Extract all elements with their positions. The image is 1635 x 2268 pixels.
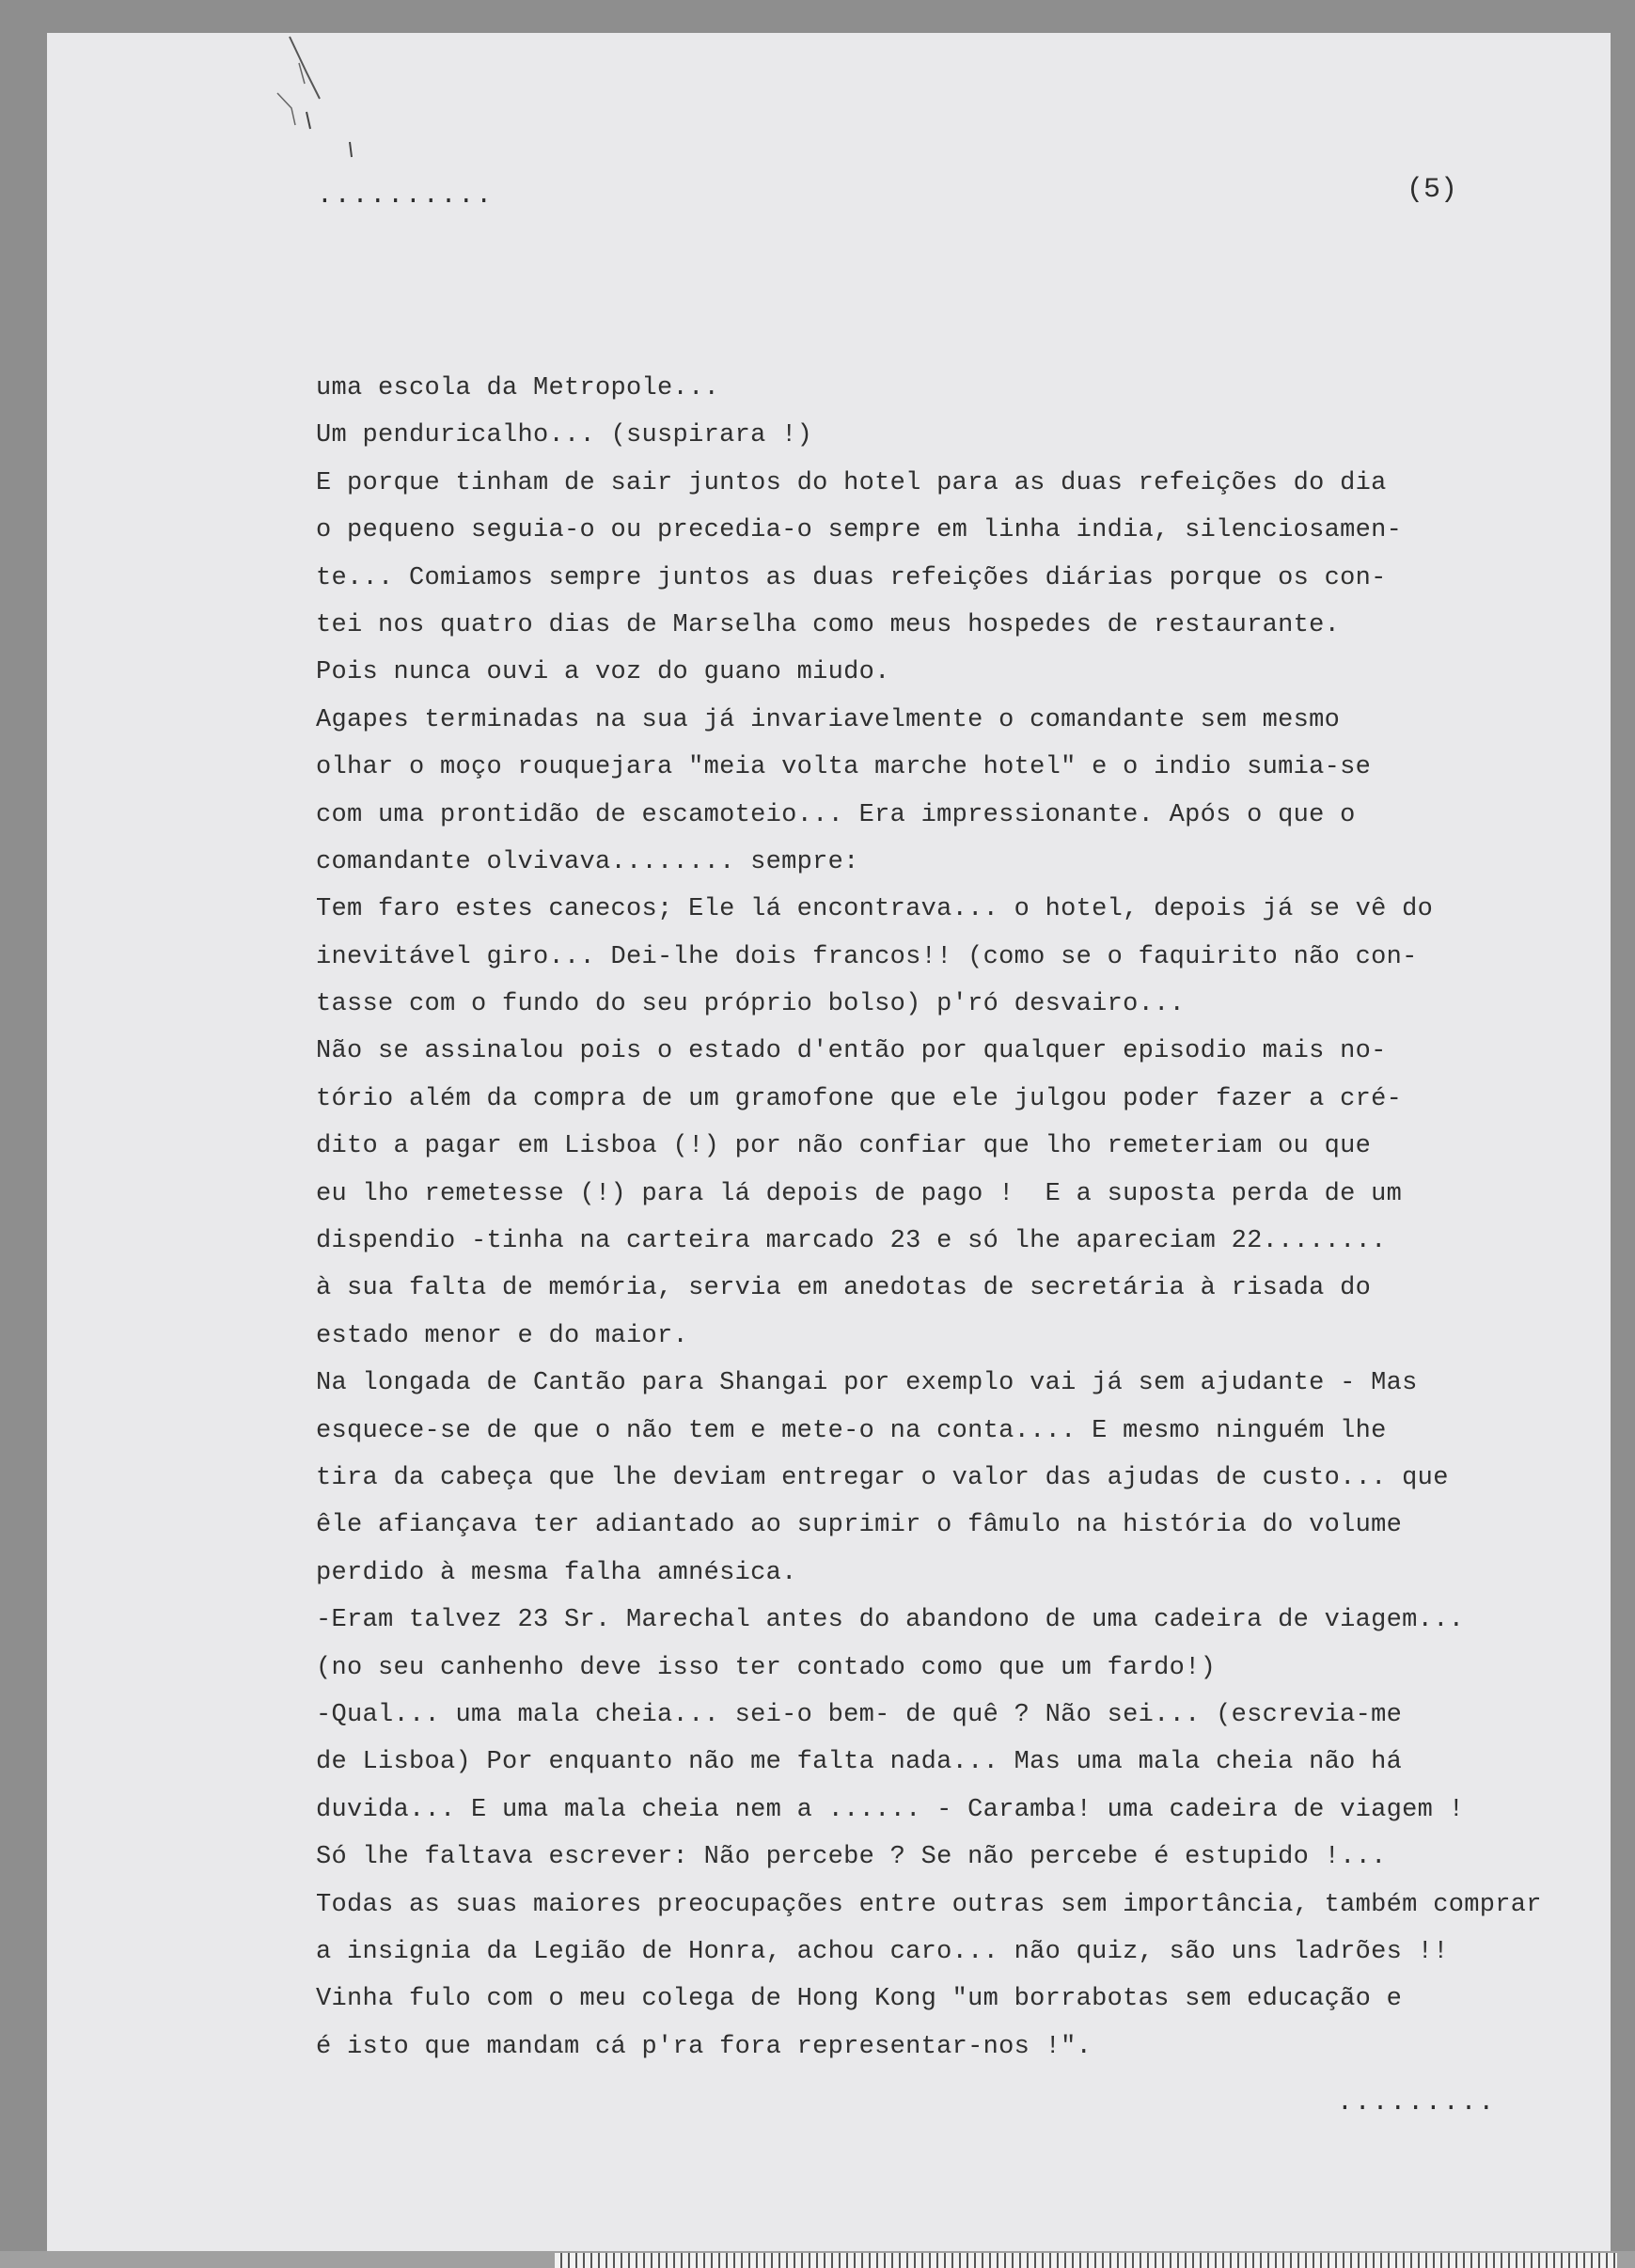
text-line: perdido à mesma falha amnésica. [316, 1558, 797, 1587]
footer-dots: ......... [1337, 2088, 1497, 2118]
text-line: tira da cabeça que lhe deviam entregar o valor das ajudas de custo... que [316, 1463, 1449, 1492]
text-line: Não se assinalou pois o estado d'então por qualquer episodio mais no- [316, 1037, 1387, 1066]
text-line: Só lhe faltava escrever: Não percebe ? Se não percebe é estupido !... [316, 1843, 1387, 1872]
header-dots: .......... [317, 181, 495, 211]
text-line: com uma prontidão de escamoteio... Era impressionante. Após o que o [316, 800, 1356, 829]
page-number: (5) [1407, 174, 1458, 206]
text-line: Pois nunca ouvi a voz do guano miudo. [316, 658, 890, 687]
text-line: inevitável giro... Dei-lhe dois francos!! (como se o faquirito não con- [316, 942, 1418, 971]
text-line: -Qual... uma mala cheia... sei-o bem- de quê ? Não sei... (escrevia-me [316, 1700, 1403, 1729]
text-line: é isto que mandam cá p'ra fora representar-nos !". [316, 2032, 1093, 2061]
typed-page [47, 33, 1611, 2261]
text-line: êle afiançava ter adiantado ao suprimir o fâmulo na história do volume [316, 1511, 1403, 1540]
text-line: E porque tinham de sair juntos do hotel para as duas refeições do dia [316, 468, 1387, 497]
text-line: Vinha fulo com o meu colega de Hong Kong "um borrabotas sem educação e [316, 1985, 1403, 2014]
text-line: tasse com o fundo do seu próprio bolso) p'ró desvairo... [316, 990, 1186, 1019]
text-line: Tem faro estes canecos; Ele lá encontrava... o hotel, depois já se vê do [316, 895, 1434, 924]
text-line: uma escola da Metropole... [316, 374, 720, 402]
text-line: eu lho remetesse (!) para lá depois de pago ! E a suposta perda de um [316, 1179, 1403, 1208]
text-line: (no seu canhenho deve isso ter contado como que um fardo!) [316, 1653, 1217, 1682]
text-line: à sua falta de memória, servia em anedotas de secretária à risada do [316, 1274, 1372, 1303]
text-line: a insignia da Legião de Honra, achou caro... não quiz, são uns ladrões !! [316, 1937, 1449, 1966]
text-line: comandante olvivava........ sempre: [316, 847, 859, 876]
text-line: Um penduricalho... (suspirara !) [316, 421, 813, 450]
pencil-mark-icon [263, 35, 376, 166]
text-line: te... Comiamos sempre juntos as duas refeições diárias porque os con- [316, 563, 1387, 592]
text-line: de Lisboa) Por enquanto não me falta nada... Mas uma mala cheia não há [316, 1748, 1403, 1777]
text-line: Na longada de Cantão para Shangai por exemplo vai já sem ajudante - Mas [316, 1369, 1418, 1398]
text-line: tório além da compra de um gramofone que ele julgou poder fazer a cré- [316, 1084, 1403, 1113]
ruler-ticks [555, 2253, 1617, 2268]
text-line: dito a pagar em Lisboa (!) por não confiar que lho remeteriam ou que [316, 1132, 1372, 1161]
text-line: -Eram talvez 23 Sr. Marechal antes do abandono de uma cadeira de viagem... [316, 1606, 1465, 1635]
text-line: estado menor e do maior. [316, 1321, 689, 1350]
text-line: esquece-se de que o não tem e mete-o na conta.... E mesmo ninguém lhe [316, 1416, 1387, 1445]
text-line: tei nos quatro dias de Marselha como meus hospedes de restaurante. [316, 610, 1341, 639]
text-line: Agapes terminadas na sua já invariavelmente o comandante sem mesmo [316, 705, 1341, 734]
text-line: dispendio -tinha na carteira marcado 23 e só lhe apareciam 22........ [316, 1227, 1387, 1256]
text-line: duvida... E uma mala cheia nem a ...... - Caramba! uma cadeira de viagem ! [316, 1795, 1465, 1824]
typed-text-body [316, 365, 1595, 2071]
text-line: Todas as suas maiores preocupações entre outras sem importância, também comprar [316, 1890, 1542, 1919]
text-line: olhar o moço rouquejara "meia volta marche hotel" e o indio sumia-se [316, 753, 1372, 782]
text-line: o pequeno seguia-o ou precedia-o sempre em linha india, silenciosamen- [316, 516, 1403, 545]
scale-ruler [0, 2251, 1635, 2268]
